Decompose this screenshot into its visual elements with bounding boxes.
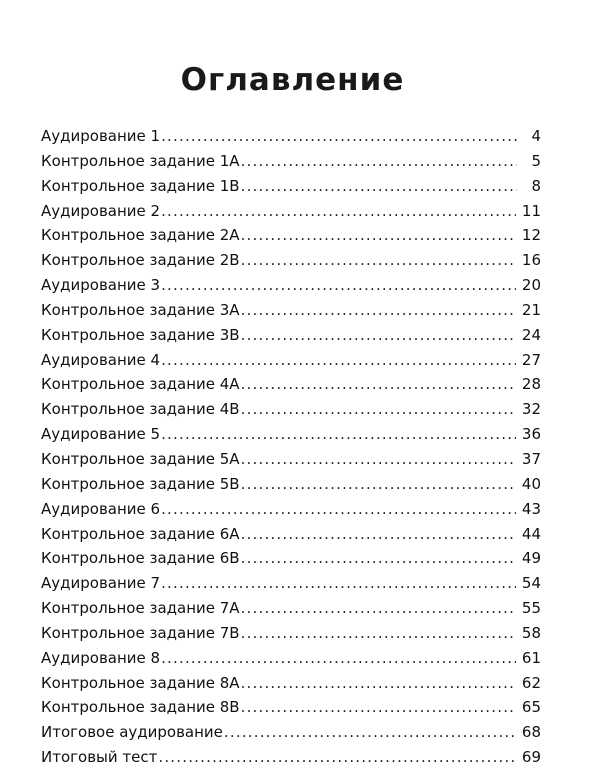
toc-entry-label: Контрольное задание 1А	[41, 151, 240, 170]
dot-leader	[241, 671, 516, 696]
toc-entry	[41, 646, 541, 671]
toc-entry	[41, 546, 541, 571]
toc-entry-label: Аудирование 2	[41, 201, 161, 220]
toc-entry-page: 12	[521, 226, 541, 245]
toc-entry-label: Итоговое аудирование	[41, 723, 223, 742]
dot-leader	[161, 273, 516, 298]
toc-entry-page: 55	[521, 599, 541, 618]
dot-leader	[241, 248, 516, 273]
toc-entry-label: Контрольное задание 2А	[41, 226, 240, 245]
dot-leader	[224, 720, 516, 745]
toc-entry-page: 62	[521, 673, 541, 692]
dot-leader	[241, 546, 516, 571]
toc-entry	[41, 348, 541, 373]
toc-entry-label: Аудирование 1	[41, 127, 161, 145]
dot-leader	[158, 745, 516, 770]
toc-entry	[41, 372, 541, 397]
toc-entry	[41, 422, 541, 447]
toc-entry-page: 27	[521, 350, 541, 369]
dot-leader	[241, 298, 516, 323]
toc-entry-label: Аудирование 8	[41, 648, 161, 667]
toc-entry-label: Аудирование 5	[41, 425, 161, 444]
dot-leader	[161, 199, 516, 224]
toc-entry	[41, 199, 541, 224]
toc-entry	[41, 273, 541, 298]
dot-leader	[241, 472, 516, 497]
toc-entry-page: 43	[521, 499, 541, 518]
toc-entry-page: 44	[521, 524, 541, 543]
toc-entry-label: Контрольное задание 5А	[41, 449, 240, 468]
toc-entry	[41, 248, 541, 273]
toc-entry	[41, 397, 541, 422]
table-of-contents	[41, 124, 541, 770]
toc-entry-label: Контрольное задание 6А	[41, 524, 240, 543]
toc-entry-page: 8	[531, 176, 541, 195]
toc-entry-label: Контрольное задание 4В	[41, 400, 240, 419]
toc-entry	[41, 621, 541, 646]
toc-entry-label: Контрольное задание 3В	[41, 325, 240, 344]
toc-entry-page: 16	[521, 251, 541, 270]
dot-leader	[241, 174, 517, 199]
toc-entry	[41, 522, 541, 547]
toc-entry-label: Аудирование 3	[41, 276, 161, 295]
toc-entry-label: Контрольное задание 8А	[41, 673, 240, 692]
dot-leader	[161, 422, 516, 447]
toc-entry	[41, 571, 541, 596]
dot-leader	[161, 497, 516, 522]
dot-leader	[241, 621, 516, 646]
dot-leader	[241, 372, 516, 397]
toc-entry-page: 11	[521, 201, 541, 220]
dot-leader	[241, 223, 516, 248]
dot-leader	[161, 571, 516, 596]
toc-entry	[41, 298, 541, 323]
toc-entry-label: Контрольное задание 1В	[41, 176, 240, 195]
dot-leader	[241, 695, 516, 720]
toc-entry	[41, 323, 541, 348]
toc-entry	[41, 745, 541, 770]
dot-leader	[241, 596, 516, 621]
toc-entry-label: Контрольное задание 3А	[41, 300, 240, 319]
toc-entry-page: 69	[521, 748, 541, 767]
dot-leader	[161, 124, 517, 149]
toc-entry-page: 65	[521, 698, 541, 717]
toc-entry-page: 32	[521, 400, 541, 419]
toc-entry-label: Аудирование 7	[41, 574, 161, 593]
toc-entry-label: Контрольное задание 5В	[41, 474, 240, 493]
toc-entry-label: Контрольное задание 7В	[41, 623, 240, 642]
toc-entry	[41, 671, 541, 696]
toc-entry	[41, 149, 541, 174]
toc-entry-page: 28	[521, 375, 541, 394]
toc-entry-page: 40	[521, 474, 541, 493]
toc-entry-page: 49	[521, 549, 541, 568]
toc-entry	[41, 497, 541, 522]
dot-leader	[241, 323, 516, 348]
toc-entry-label: Контрольное задание 2В	[41, 251, 240, 270]
toc-entry	[41, 174, 541, 199]
toc-entry-label: Контрольное задание 6В	[41, 549, 240, 568]
toc-entry	[41, 720, 541, 745]
toc-entry	[41, 472, 541, 497]
toc-entry-page: 5	[531, 151, 541, 170]
toc-entry-page: 24	[521, 325, 541, 344]
toc-entry-page: 21	[521, 300, 541, 319]
page-title: Оглавление	[180, 62, 405, 98]
dot-leader	[241, 522, 516, 547]
toc-entry-page: 36	[521, 425, 541, 444]
toc-entry-page: 68	[521, 723, 541, 742]
toc-entry-label: Аудирование 6	[41, 499, 161, 518]
toc-entry-page: 61	[521, 648, 541, 667]
toc-entry-page: 37	[521, 449, 541, 468]
toc-entry-label: Итоговый тест	[41, 748, 158, 767]
toc-entry-page: 54	[521, 574, 541, 593]
toc-entry	[41, 124, 541, 149]
toc-entry-label: Контрольное задание 8В	[41, 698, 240, 717]
dot-leader	[241, 397, 516, 422]
dot-leader	[161, 348, 516, 373]
toc-entry-page: 58	[521, 623, 541, 642]
dot-leader	[161, 646, 516, 671]
toc-entry-label: Контрольное задание 4А	[41, 375, 240, 394]
dot-leader	[241, 447, 516, 472]
toc-entry-page: 20	[521, 276, 541, 295]
toc-entry	[41, 695, 541, 720]
toc-entry	[41, 447, 541, 472]
toc-entry	[41, 223, 541, 248]
toc-entry-page: 4	[531, 127, 541, 145]
toc-entry-label: Контрольное задание 7А	[41, 599, 240, 618]
dot-leader	[241, 149, 517, 174]
toc-entry	[41, 596, 541, 621]
toc-entry-label: Аудирование 4	[41, 350, 161, 369]
